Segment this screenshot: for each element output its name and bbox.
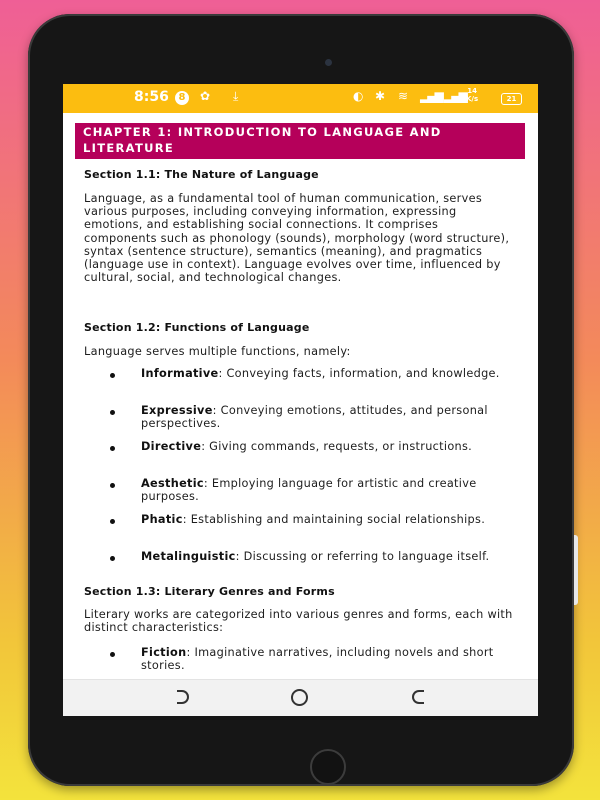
hardware-home-button[interactable] bbox=[310, 749, 346, 785]
list-item bbox=[141, 367, 516, 380]
navigation-bar bbox=[63, 679, 538, 716]
section-heading: Section 1.2: Functions of Language bbox=[84, 321, 310, 334]
front-camera bbox=[325, 59, 332, 66]
chapter-title: CHAPTER 1: INTRODUCTION TO LANGUAGE AND LITERATURE bbox=[75, 123, 525, 159]
status-time: 8:56 bbox=[134, 89, 169, 105]
device-screen bbox=[63, 84, 538, 716]
list-item-text: : Conveying facts, information, and knowledge. bbox=[218, 367, 500, 380]
bullet-dot bbox=[110, 519, 115, 524]
section-paragraph: Language serves multiple functions, namely: bbox=[84, 345, 351, 358]
list-item-text: : Conveying emotions, attitudes, and personal perspectives. bbox=[141, 404, 488, 431]
status-bar bbox=[63, 84, 538, 113]
bullet-dot bbox=[110, 410, 115, 415]
download-icon: ⤓ bbox=[233, 89, 239, 103]
recents-button[interactable] bbox=[388, 680, 448, 716]
list-item-text: : Discussing or referring to language itself. bbox=[235, 550, 490, 563]
list-item-term: Fiction bbox=[141, 646, 187, 659]
list-item bbox=[141, 646, 516, 672]
list-item-text: : Establishing and maintaining social relationships. bbox=[182, 513, 486, 526]
section-heading: Section 1.3: Literary Genres and Forms bbox=[84, 585, 335, 598]
side-button bbox=[574, 535, 578, 605]
network-speed bbox=[466, 87, 478, 103]
wifi-icon: ≋ bbox=[398, 89, 409, 103]
signal-icon: ▂▄▆ bbox=[420, 89, 442, 103]
bullet-dot bbox=[110, 446, 115, 451]
list-item-term: Phatic bbox=[141, 513, 183, 526]
section-heading: Section 1.1: The Nature of Language bbox=[84, 168, 319, 181]
list-item-text: : Imaginative narratives, including novels and short stories. bbox=[141, 646, 494, 673]
list-item-term: Aesthetic bbox=[141, 477, 204, 490]
list-item bbox=[141, 550, 516, 563]
document-content[interactable] bbox=[63, 113, 538, 679]
section-paragraph: Language, as a fundamental tool of human communication, serves various purposes, including conveying information, expressing emotions, and establishing social connections. It comprises components such as phonology (sounds), morphology (word structure), syntax (sentence structure), semantics (meaning), and pragmatics (language use in context). Language evolves over time, influenced by cultural, social, and technological changes. bbox=[84, 192, 510, 285]
bullet-dot bbox=[110, 483, 115, 488]
list-item-term: Directive bbox=[141, 440, 202, 453]
list-item-text: : Employing language for artistic and creative purposes. bbox=[141, 477, 477, 504]
network-speed-unit: K/s bbox=[466, 95, 479, 103]
back-icon bbox=[177, 690, 189, 704]
bullet-dot bbox=[110, 373, 115, 378]
list-item-term: Metalinguistic bbox=[141, 550, 236, 563]
notification-badge: 8 bbox=[175, 91, 189, 105]
section-paragraph: Literary works are categorized into various genres and forms, each with distinct characteristics: bbox=[84, 608, 513, 635]
timer-icon: ✿ bbox=[200, 89, 211, 103]
battery-icon: 21 bbox=[501, 93, 522, 105]
bullet-dot bbox=[110, 652, 115, 657]
recents-icon bbox=[412, 690, 424, 704]
list-item-text: : Giving commands, requests, or instructions. bbox=[201, 440, 473, 453]
bullet-dot bbox=[110, 556, 115, 561]
list-item bbox=[141, 440, 516, 453]
moon-icon: ◐ bbox=[353, 89, 364, 103]
list-item bbox=[141, 404, 516, 430]
home-icon[interactable] bbox=[291, 689, 308, 706]
bluetooth-icon: ✱ bbox=[375, 89, 386, 103]
back-button[interactable] bbox=[153, 680, 213, 716]
signal-icon-2: ▂▄▆ bbox=[444, 89, 466, 103]
list-item-term: Expressive bbox=[141, 404, 213, 417]
network-speed-value: 14 bbox=[467, 87, 477, 95]
list-item bbox=[141, 477, 516, 503]
list-item bbox=[141, 513, 516, 526]
list-item-term: Informative bbox=[141, 367, 219, 380]
